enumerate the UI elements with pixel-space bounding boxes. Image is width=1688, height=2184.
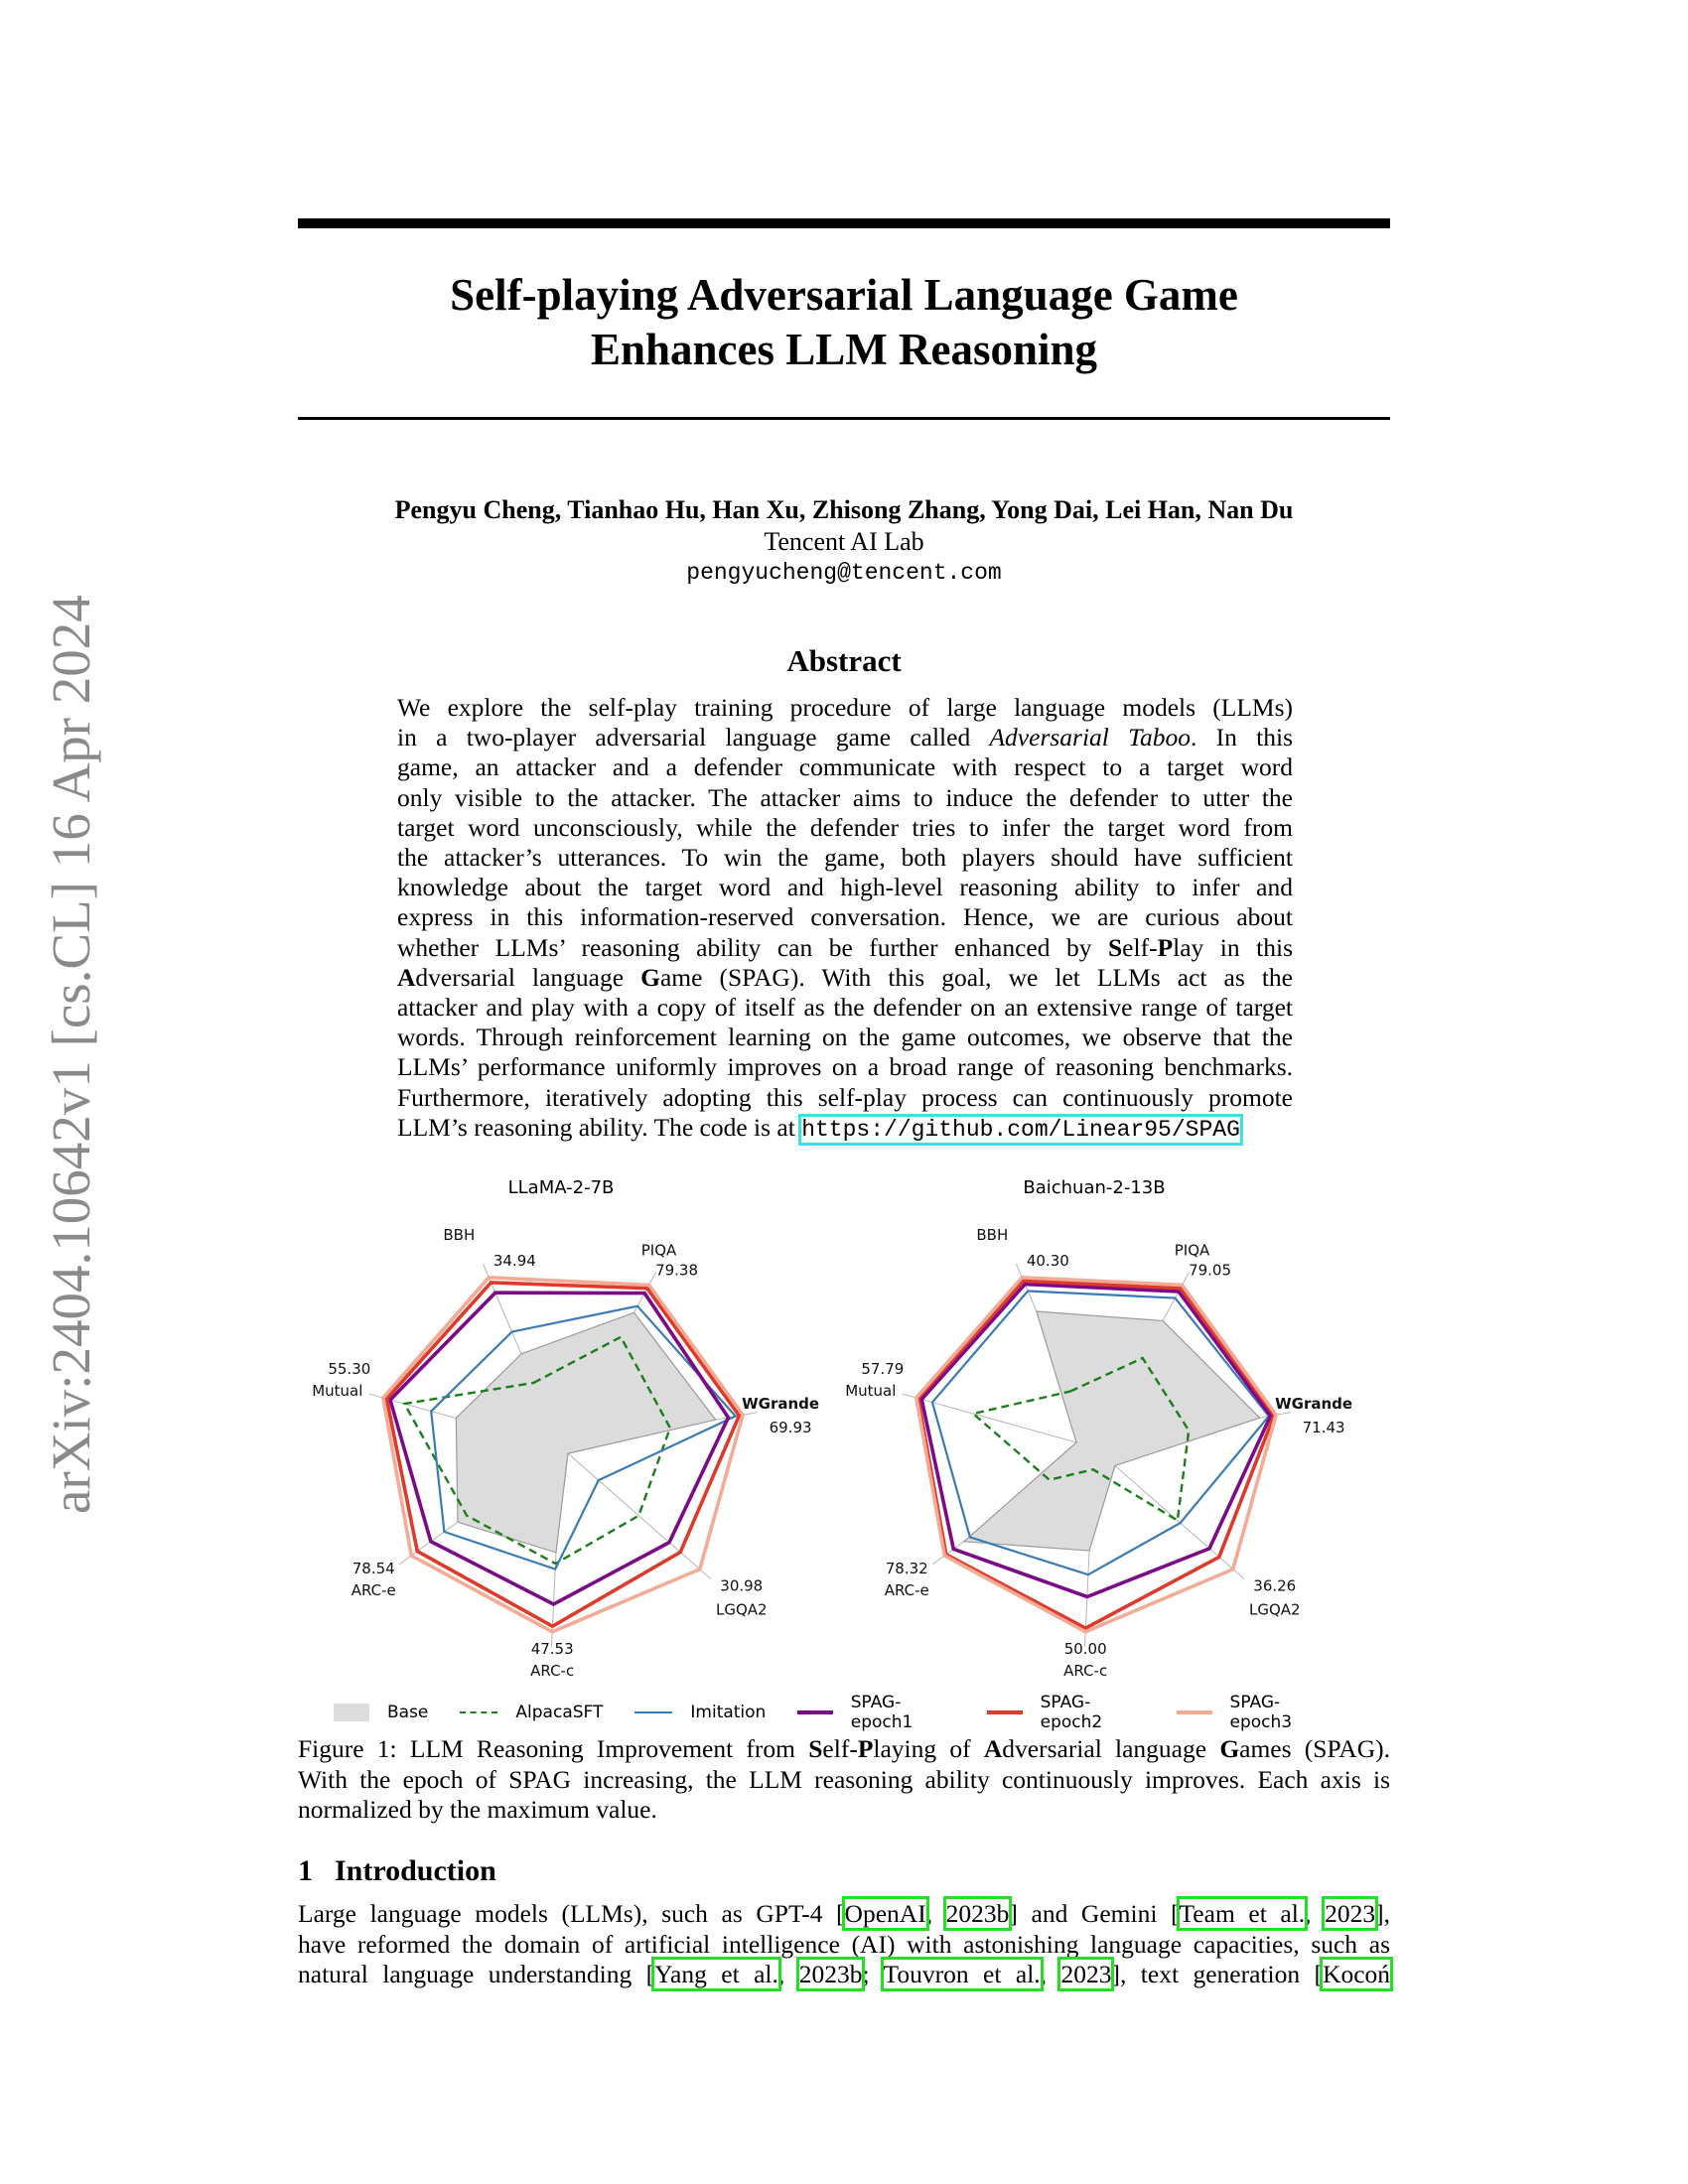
axis-max-value: 79.38 bbox=[655, 1261, 699, 1280]
abstract-line: Adversarial language Game (SPAG). With this goal, we let LLMs act as the bbox=[397, 962, 1293, 992]
legend-swatch-spag-epoch3 bbox=[1177, 1710, 1211, 1714]
figure-caption bbox=[298, 1734, 1390, 1826]
axis-max-value: 69.93 bbox=[769, 1419, 812, 1437]
axis-label: Mutual bbox=[312, 1382, 363, 1401]
legend-item-spag-epoch1: SPAG-epoch1 bbox=[797, 1693, 955, 1732]
caption-line: With the epoch of SPAG increasing, the LLM reasoning ability continuously improves. Each axis is bbox=[298, 1764, 1390, 1794]
legend-item-spag-epoch3: SPAG-epoch3 bbox=[1177, 1693, 1335, 1732]
legend-swatch-alpacasft bbox=[460, 1711, 497, 1713]
axis-max-value: 36.26 bbox=[1253, 1576, 1297, 1595]
axis-label: WGrande bbox=[1275, 1395, 1353, 1414]
figure-legend bbox=[334, 1693, 1366, 1732]
title-line-2: Enhances LLM Reasoning bbox=[590, 325, 1098, 374]
axis-label: ARC-e bbox=[884, 1580, 929, 1599]
abstract-line: only visible to the attacker. The attacker aims to induce the defender to utter the bbox=[397, 782, 1293, 812]
legend-swatch-spag-epoch2 bbox=[987, 1710, 1022, 1714]
abstract-line: knowledge about the target word and high-level reasoning ability to infer and bbox=[397, 873, 1293, 902]
section-heading-introduction: 1 Introduction bbox=[298, 1854, 496, 1887]
abstract-line: LLMs’ performance uniformly improves on a broad range of reasoning benchmarks. bbox=[397, 1052, 1293, 1082]
axis-label: ARC-e bbox=[351, 1580, 396, 1599]
axis-label: PIQA bbox=[1174, 1241, 1210, 1260]
abstract-line: in a two-player adversarial language game called Adversarial Taboo. In this bbox=[397, 723, 1293, 752]
introduction-body bbox=[298, 1899, 1390, 1990]
abstract-line: LLM’s reasoning ability. The code is at https://github.com/Linear95/SPAG bbox=[397, 1112, 1240, 1143]
citation-link[interactable]: OpenAI bbox=[844, 1899, 926, 1928]
axis-label: LGQA2 bbox=[715, 1600, 768, 1619]
intro-line: Large language models (LLMs), such as GPT-4 [OpenAI, 2023b] and Gemini [Team et al., 2023], bbox=[298, 1899, 1391, 1928]
code-link[interactable]: https://github.com/Linear95/SPAG bbox=[801, 1116, 1240, 1143]
arxiv-side-stamp: arXiv:2404.10642v1 [cs.CL] 16 Apr 2024 bbox=[41, 595, 101, 1514]
legend-swatch-imitation bbox=[634, 1711, 672, 1713]
axis-max-value: 71.43 bbox=[1302, 1419, 1345, 1437]
citation-link[interactable]: 2023b bbox=[945, 1899, 1010, 1928]
game-name: Adversarial Taboo bbox=[989, 723, 1191, 752]
citation-link[interactable]: 2023 bbox=[1060, 1960, 1112, 1988]
axis-label: PIQA bbox=[640, 1241, 677, 1260]
abstract-line: the attacker’s utterances. To win the game, both players should have sufficient bbox=[397, 843, 1293, 873]
legend-item-base: Base bbox=[334, 1703, 428, 1722]
citation-link[interactable]: 2023b bbox=[798, 1960, 863, 1988]
caption-line: Figure 1: LLM Reasoning Improvement from Self-Playing of Adversarial language Games (SPAG). bbox=[298, 1734, 1390, 1763]
citation-link[interactable]: Touvron et al. bbox=[883, 1960, 1041, 1988]
citation-link[interactable]: 2023 bbox=[1325, 1899, 1376, 1928]
abstract-line: whether LLMs’ reasoning ability can be further enhanced by Self-Play in this bbox=[397, 932, 1293, 962]
radar-chart-llama bbox=[312, 1226, 819, 1680]
citation-link[interactable]: Team et al. bbox=[1179, 1899, 1306, 1928]
abstract-line: game, an attacker and a defender communicate with respect to a target word bbox=[397, 752, 1293, 782]
legend-item-imitation: Imitation bbox=[634, 1703, 766, 1722]
axis-max-value: 79.05 bbox=[1189, 1261, 1232, 1280]
axis-max-value: 78.32 bbox=[885, 1559, 928, 1577]
legend-item-alpacasft: AlpacaSFT bbox=[460, 1703, 603, 1722]
axis-max-value: 50.00 bbox=[1063, 1639, 1107, 1658]
legend-item-spag-epoch2: SPAG-epoch2 bbox=[987, 1693, 1145, 1732]
citation-link[interactable]: Yang et al. bbox=[654, 1960, 778, 1988]
intro-line: have reformed the domain of artificial intelligence (AI) with astonishing language capacities, such as bbox=[298, 1929, 1390, 1959]
abstract-line: target word unconsciously, while the defender tries to infer the target word from bbox=[397, 812, 1293, 842]
abstract-line: We explore the self-play training procedure of large language models (LLMs) bbox=[397, 693, 1293, 722]
abstract-heading: Abstract bbox=[786, 643, 902, 678]
legend-swatch-base bbox=[334, 1704, 369, 1721]
axis-label: BBH bbox=[976, 1225, 1009, 1244]
chart-title-llama: LLaMA-2-7B bbox=[507, 1177, 615, 1198]
axis-max-value: 57.79 bbox=[861, 1360, 905, 1379]
axis-max-value: 40.30 bbox=[1026, 1251, 1069, 1270]
title-line-1: Self-playing Adversarial Language Game bbox=[450, 270, 1238, 320]
author-email[interactable]: pengyucheng@tencent.com bbox=[686, 560, 1002, 586]
abstract-line: attacker and play with a copy of itself as the defender on an extensive range of target bbox=[397, 993, 1293, 1023]
author-list: Pengyu Cheng, Tianhao Hu, Han Xu, Zhisong Zhang, Yong Dai, Lei Han, Nan Du bbox=[394, 495, 1294, 524]
axis-label: ARC-c bbox=[530, 1661, 575, 1680]
radar-chart-baichuan bbox=[845, 1226, 1352, 1680]
caption-line: normalized by the maximum value. bbox=[298, 1795, 657, 1824]
axis-label: BBH bbox=[443, 1225, 476, 1244]
affiliation: Tencent AI Lab bbox=[764, 527, 924, 556]
abstract-line: express in this information-reserved conversation. Hence, we are curious about bbox=[397, 902, 1293, 932]
axis-max-value: 30.98 bbox=[720, 1576, 764, 1595]
axis-label: WGrande bbox=[742, 1395, 820, 1414]
axis-label: LGQA2 bbox=[1248, 1600, 1301, 1619]
citation-link[interactable]: Kocoń bbox=[1323, 1960, 1391, 1988]
abstract-line: Furthermore, iteratively adopting this self-play process can continuously promote bbox=[397, 1082, 1293, 1112]
chart-title-baichuan: Baichuan-2-13B bbox=[1023, 1177, 1166, 1198]
axis-label: Mutual bbox=[845, 1382, 897, 1401]
legend-swatch-spag-epoch1 bbox=[797, 1710, 832, 1714]
axis-label: ARC-c bbox=[1063, 1661, 1108, 1680]
axis-max-value: 34.94 bbox=[492, 1251, 536, 1270]
axis-max-value: 78.54 bbox=[352, 1559, 395, 1577]
axis-max-value: 47.53 bbox=[530, 1639, 574, 1658]
abstract-line: words. Through reinforcement learning on the game outcomes, we observe that the bbox=[397, 1023, 1293, 1052]
intro-line: natural language understanding [Yang et al., 2023b; Touvron et al., 2023], text generation [Kocoń bbox=[298, 1960, 1391, 1988]
axis-max-value: 55.30 bbox=[328, 1360, 371, 1379]
